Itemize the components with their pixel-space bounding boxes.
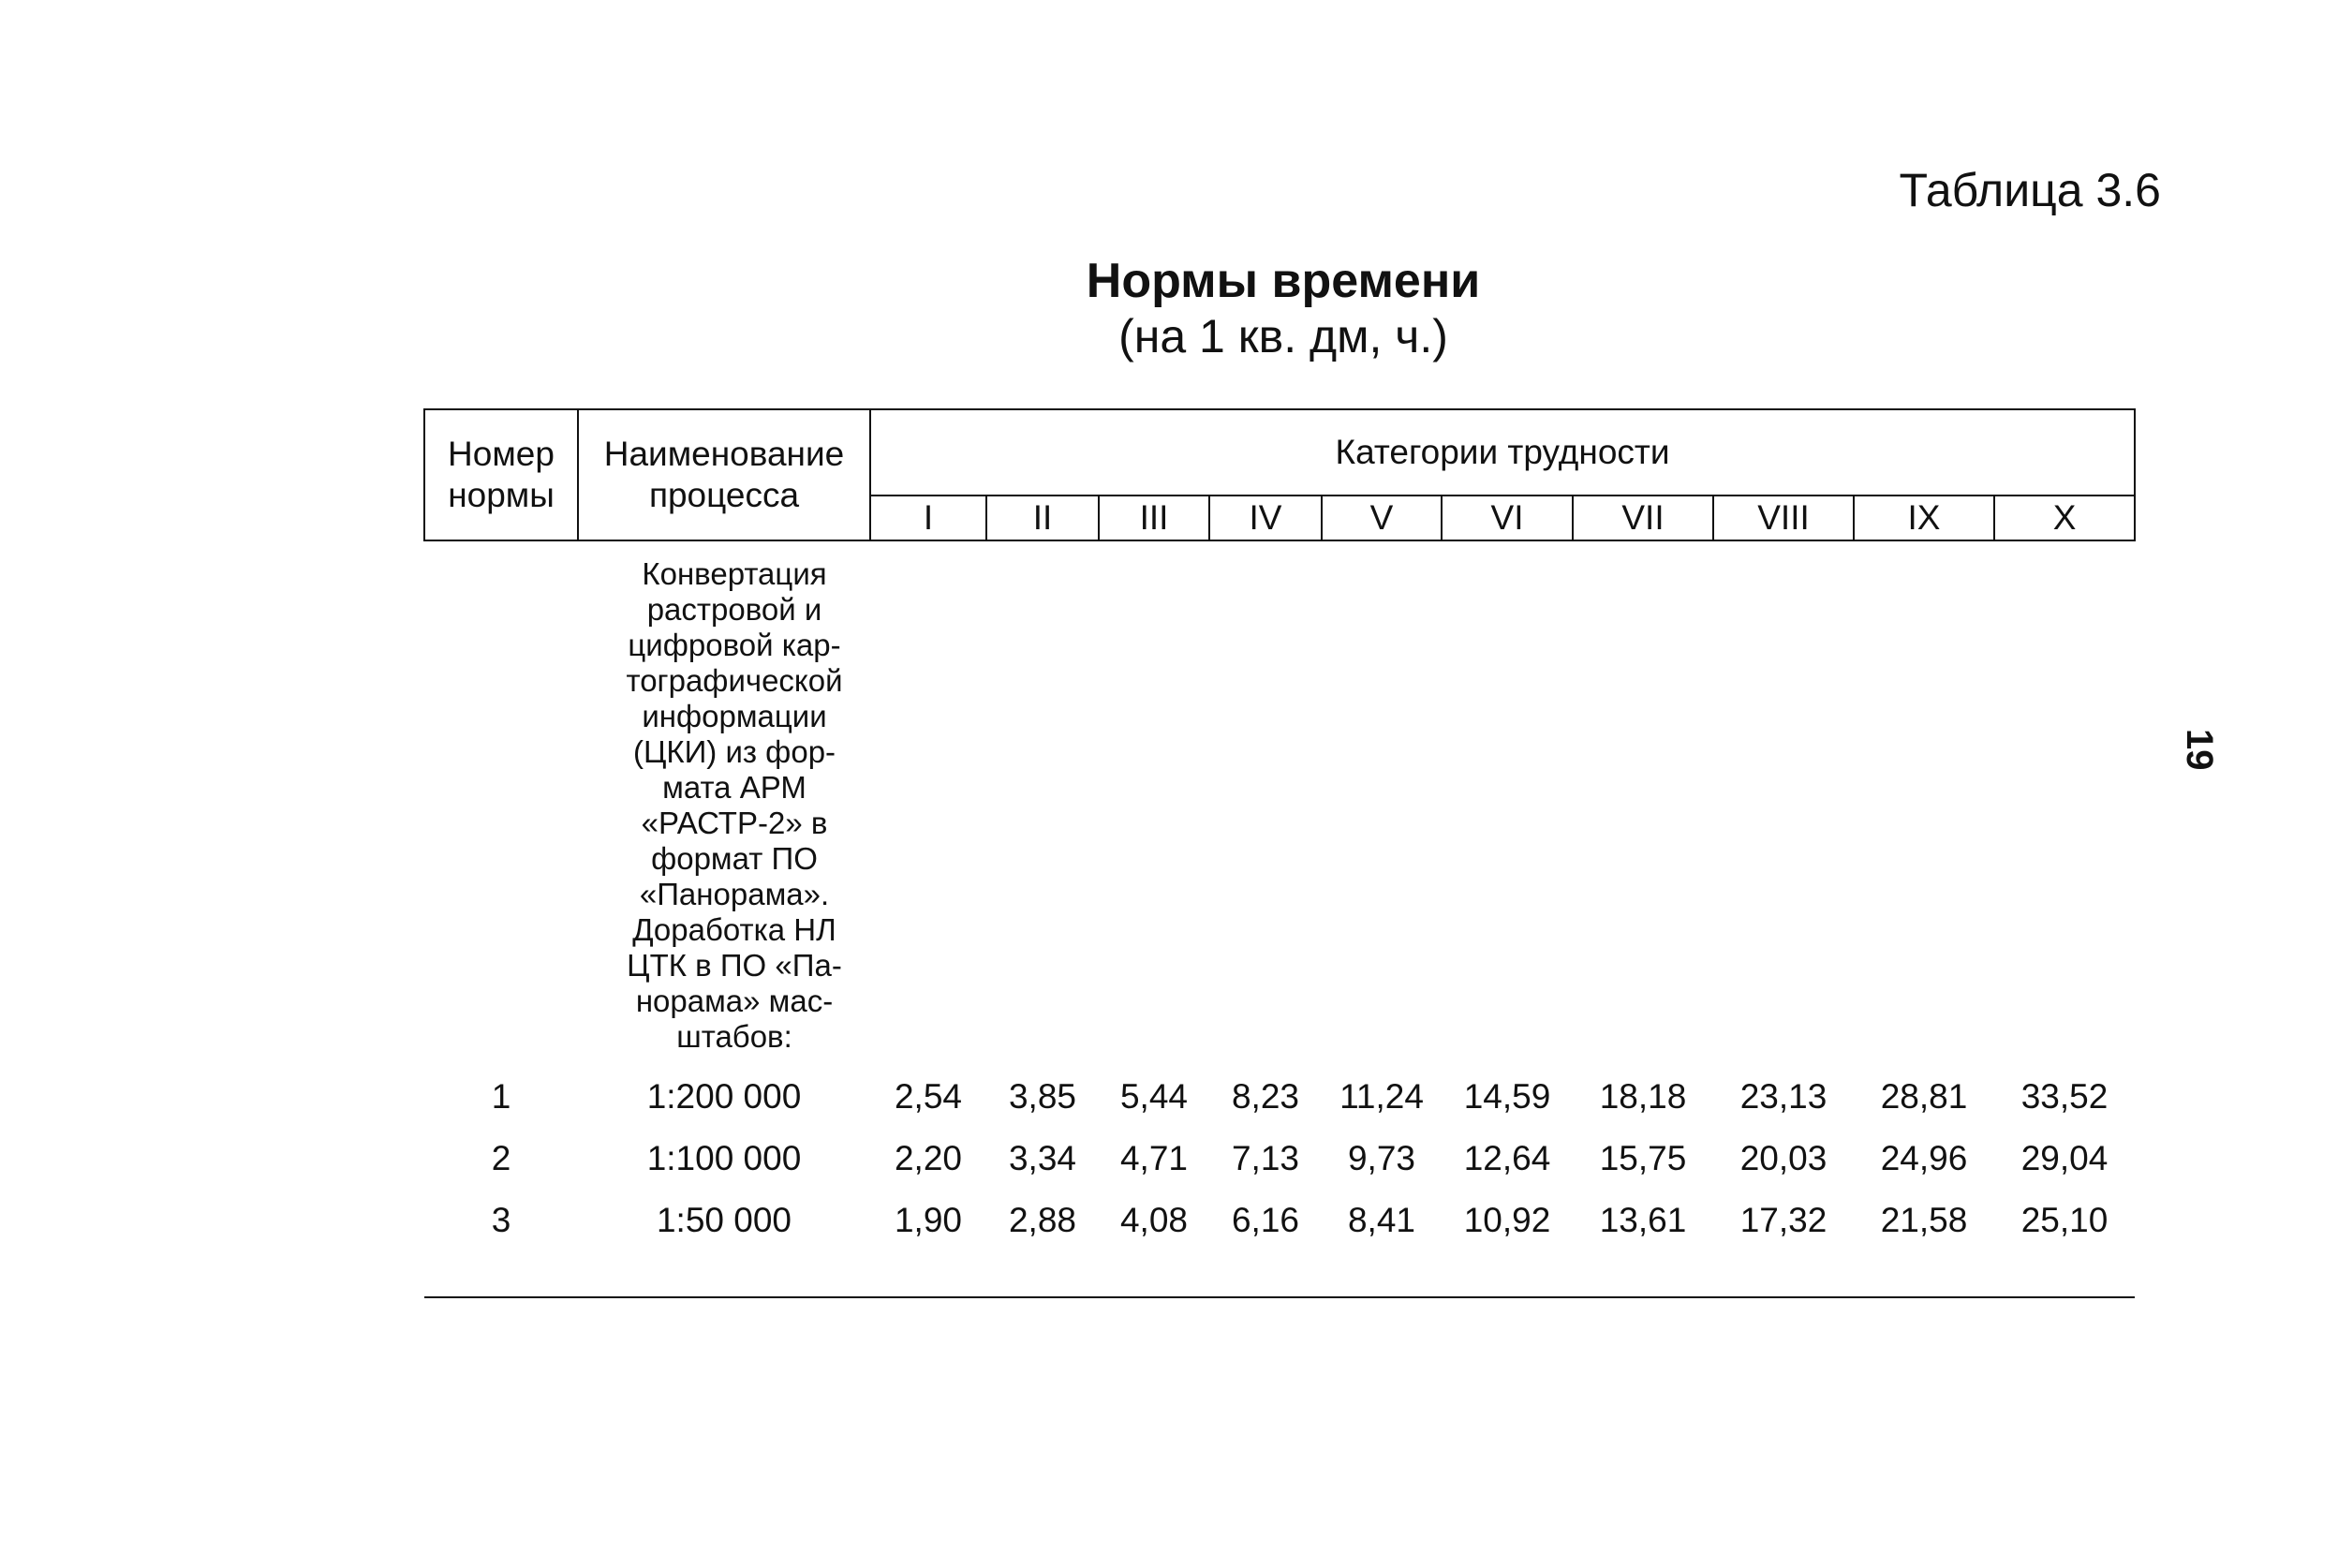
scale-cell: 1:50 000 (656, 1201, 792, 1239)
value-cell: 3,85 (1008, 1077, 1076, 1116)
value-cell: 13,61 (1599, 1201, 1687, 1239)
value-cell: 20,03 (1739, 1139, 1827, 1177)
table-row (424, 1066, 2135, 1128)
header-category: IV (1209, 496, 1322, 540)
value-cell: 2,20 (894, 1139, 962, 1177)
table-row (424, 1128, 2135, 1190)
value-cell: 21,58 (1880, 1201, 1968, 1239)
header-category: I (870, 496, 986, 540)
value-cell: 7,13 (1231, 1139, 1299, 1177)
header-norm-number: Номер нормы (424, 409, 578, 540)
table-header (424, 409, 2135, 540)
header-category: IX (1854, 496, 1994, 540)
table-unit: (на 1 кв. дм, ч.) (1118, 310, 1448, 362)
process-description: Конвертация растровой и цифровой кар- тографической информации (ЦКИ) из фор- мата АРМ «РАСТР-2» в формат ПО «Панорама». Доработка НЛ ЦТК в ПО «Па- норама» мас- штабов: (626, 556, 843, 1054)
value-cell: 5,44 (1119, 1077, 1188, 1116)
header-category: VI (1442, 496, 1573, 540)
header-category: X (1994, 496, 2135, 540)
table-body (424, 540, 2135, 1297)
value-cell: 8,41 (1347, 1201, 1415, 1239)
process-description-row (424, 540, 2135, 1066)
value-cell: 9,73 (1347, 1139, 1415, 1177)
empty-cell (870, 540, 2135, 1066)
value-cell: 2,54 (894, 1077, 962, 1116)
norms-table (423, 408, 2136, 1298)
scale-cell: 1:100 000 (646, 1139, 802, 1177)
header-category: V (1322, 496, 1442, 540)
value-cell: 24,96 (1880, 1139, 1968, 1177)
value-cell: 14,59 (1463, 1077, 1551, 1116)
norm-number-cell: 3 (491, 1201, 511, 1239)
table-title: Нормы времени (1086, 254, 1481, 308)
value-cell: 23,13 (1739, 1077, 1827, 1116)
value-cell: 8,23 (1231, 1077, 1299, 1116)
value-cell: 15,75 (1599, 1139, 1687, 1177)
bottom-rule (424, 1251, 2135, 1297)
header-category: VIII (1713, 496, 1854, 540)
value-cell: 18,18 (1599, 1077, 1687, 1116)
value-cell: 6,16 (1231, 1201, 1299, 1239)
header-categories: Категории трудности (870, 409, 2135, 496)
header-category: VII (1573, 496, 1713, 540)
table-row (424, 1190, 2135, 1251)
value-cell: 2,88 (1008, 1201, 1076, 1239)
value-cell: 4,71 (1119, 1139, 1188, 1177)
table-number-label: Таблица 3.6 (1899, 164, 2161, 216)
value-cell: 17,32 (1739, 1201, 1827, 1239)
header-category: II (986, 496, 1099, 540)
value-cell: 4,08 (1119, 1201, 1188, 1239)
empty-cell (424, 540, 578, 1066)
value-cell: 28,81 (1880, 1077, 1968, 1116)
value-cell: 3,34 (1008, 1139, 1076, 1177)
header-category: III (1099, 496, 1209, 540)
norm-number-cell: 2 (491, 1139, 511, 1177)
scale-cell: 1:200 000 (646, 1077, 802, 1116)
value-cell: 1,90 (894, 1201, 962, 1239)
page-number: 19 (2179, 729, 2220, 771)
value-cell: 29,04 (2020, 1139, 2109, 1177)
value-cell: 10,92 (1463, 1201, 1551, 1239)
header-row-top (424, 409, 2135, 496)
header-process-name: Наименование процесса (578, 409, 870, 540)
value-cell: 12,64 (1463, 1139, 1551, 1177)
value-cell: 33,52 (2020, 1077, 2109, 1116)
norm-number-cell: 1 (491, 1077, 511, 1116)
value-cell: 25,10 (2020, 1201, 2109, 1239)
value-cell: 11,24 (1339, 1077, 1424, 1116)
table-end-rule (424, 1251, 2135, 1297)
